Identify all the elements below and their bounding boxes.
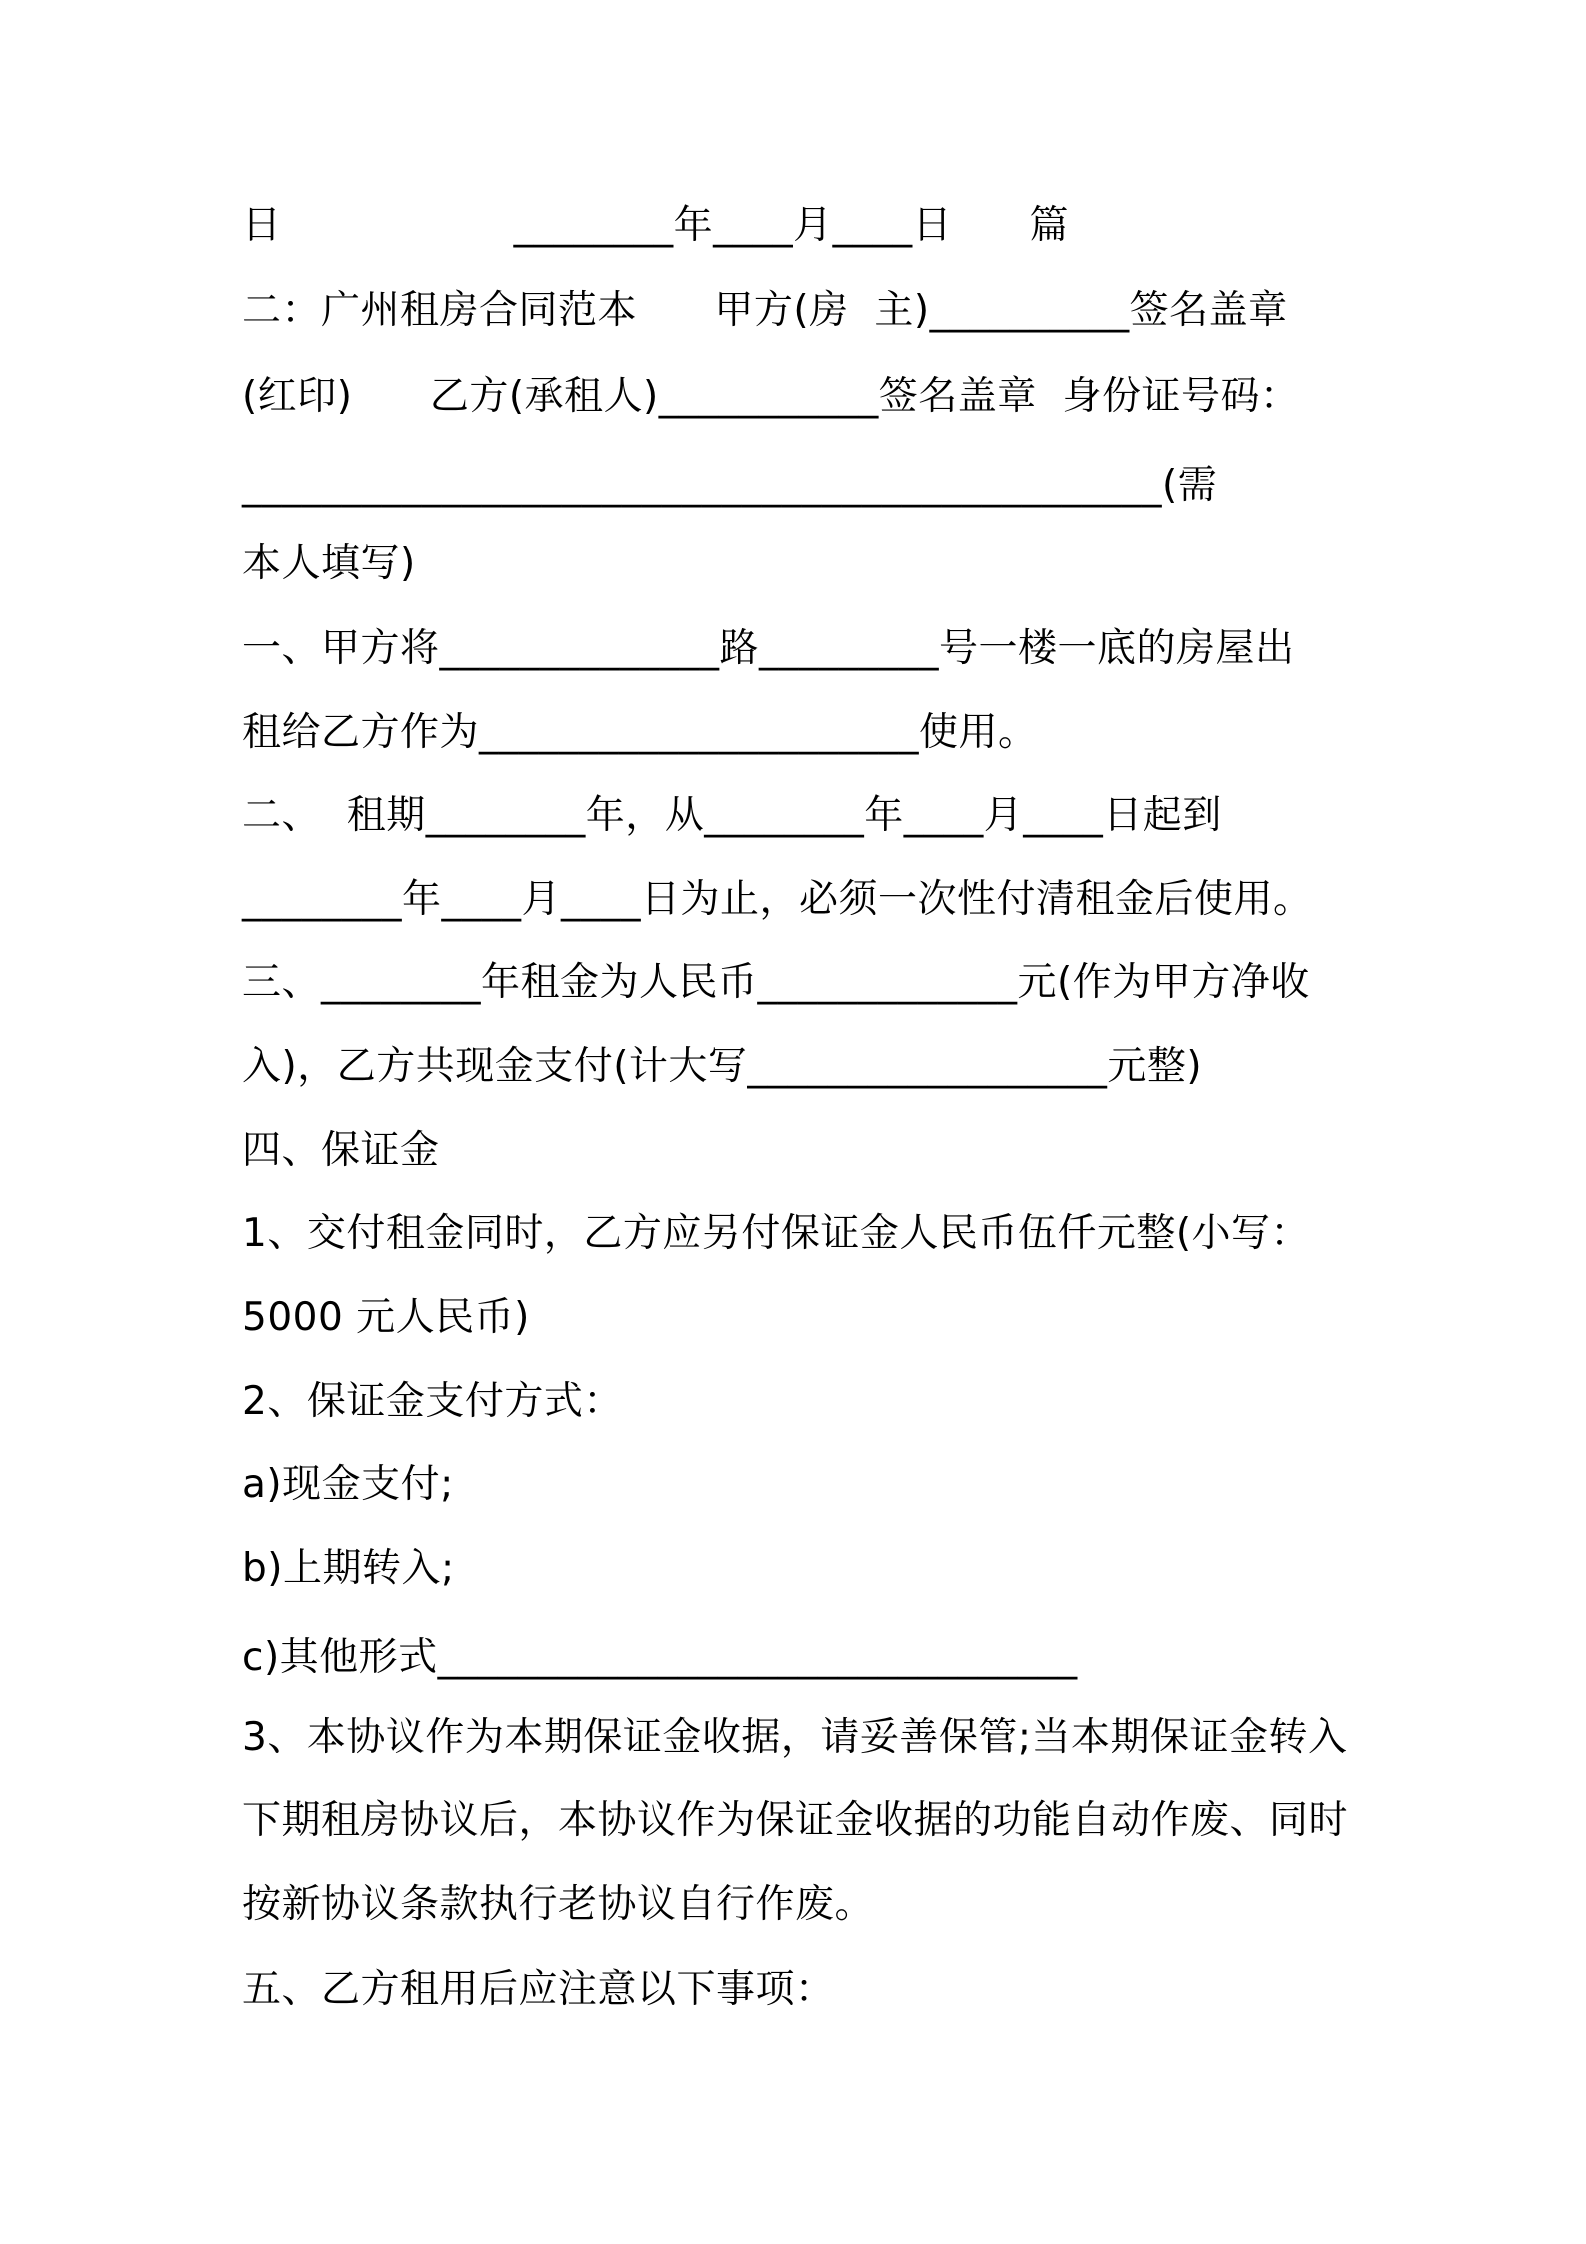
clause-3-line-2: 入)，乙方共现金支付(计大写__________________元整) (242, 1044, 1203, 1089)
date-line: 日 ________年____月____日 篇 (242, 203, 1070, 248)
clause-2-line-2: ________年____月____日为止，必须一次性付清租金后使用。 (242, 877, 1313, 922)
clause-4-heading: 四、保证金 (242, 1128, 440, 1173)
payment-option-a: a)现金支付; (242, 1462, 454, 1507)
contract-title-line: 二：广州租房合同范本 甲方(房 主)__________签名盖章 (242, 288, 1288, 333)
deposit-item-3-line-3: 按新协议条款执行老协议自行作废。 (242, 1882, 875, 1927)
deposit-item-3-line-2: 下期租房协议后，本协议作为保证金收据的功能自动作废、同时 (242, 1798, 1349, 1843)
clause-1-line-1: 一、甲方将______________路_________号一楼一底的房屋出 (242, 626, 1295, 671)
deposit-item-1-line-1: 1、交付租金同时，乙方应另付保证金人民币伍仟元整(小写： (242, 1211, 1311, 1256)
deposit-item-1-line-2: 5000 元人民币) (242, 1295, 530, 1340)
clause-2-line-1: 二、 租期________年，从________年____月____日起到 (242, 793, 1222, 838)
id-number-blank-line: ______________________________________________(需 (242, 463, 1218, 508)
payment-option-b: b)上期转入; (242, 1546, 455, 1591)
payment-option-c: c)其他形式________________________________ (242, 1635, 1078, 1680)
clause-1-line-2: 租给乙方作为______________________使用。 (242, 710, 1038, 755)
clause-3-line-1: 三、________年租金为人民币_____________元(作为甲方净收 (242, 960, 1310, 1005)
clause-5-heading: 五、乙方租用后应注意以下事项： (242, 1967, 835, 2012)
deposit-item-2: 2、保证金支付方式： (242, 1379, 623, 1424)
tenant-signature-line: (红印) 乙方(承租人)___________签名盖章 身份证号码： (242, 374, 1300, 419)
self-fill-note: 本人填写) (242, 541, 416, 586)
deposit-item-3-line-1: 3、本协议作为本期保证金收据，请妥善保管;当本期保证金转入 (242, 1715, 1348, 1760)
